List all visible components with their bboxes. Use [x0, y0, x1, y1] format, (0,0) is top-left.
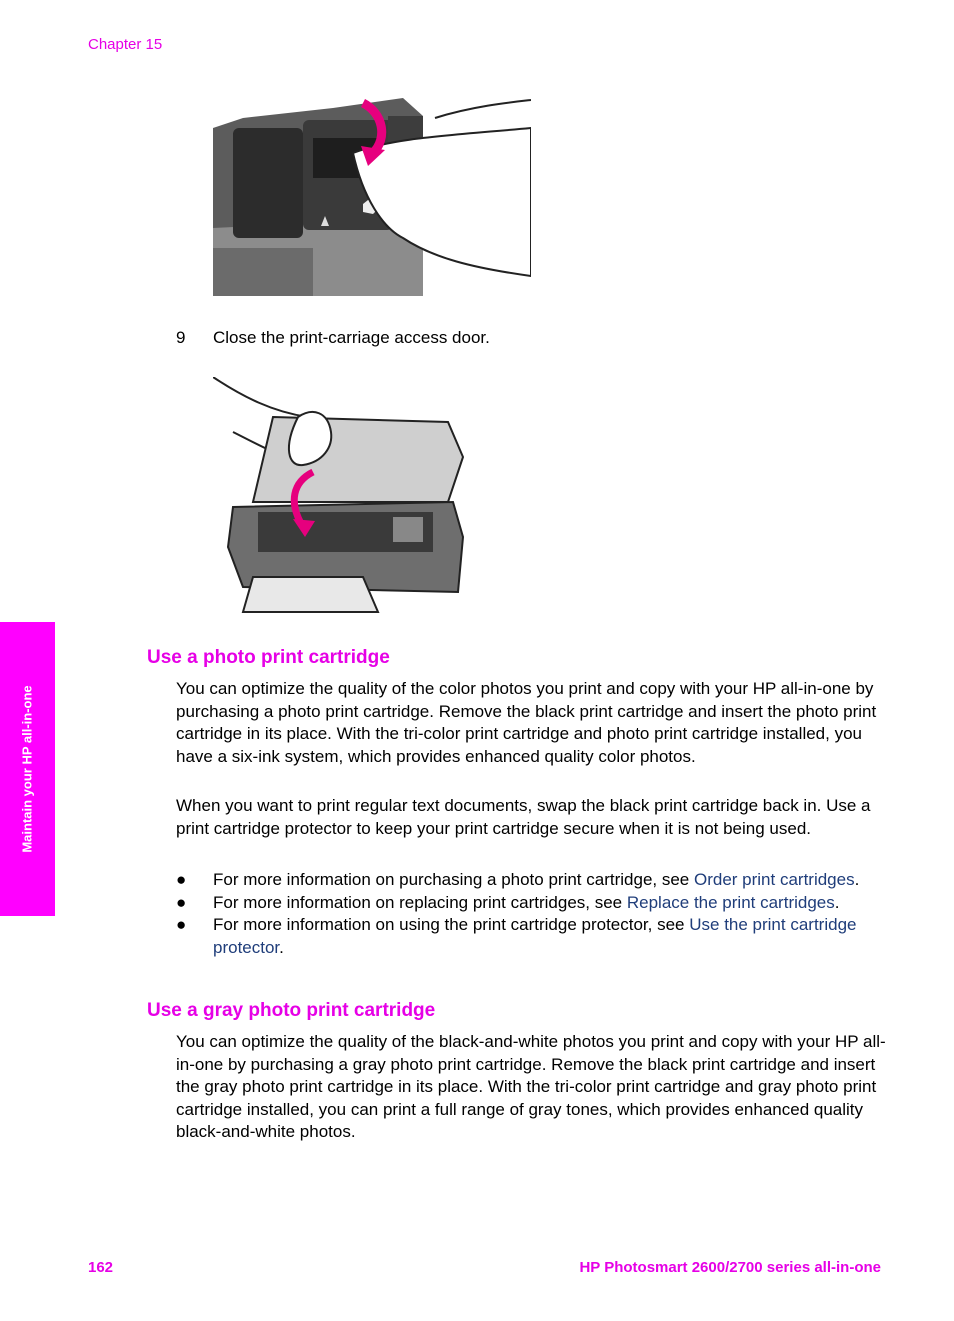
- side-tab: [0, 622, 55, 916]
- gray-paragraph-1: You can optimize the quality of the black-and-white photos you print and copy with your HP all-in-one by purchasing a gray photo print cartridge. Remove the black print cartridge and insert the gray photo print cartridge in its place. With the tri-color print cartridge and gray photo print cartridge installed, you can print a full range of gray tones, which provides enhanced quality black-and-white photos.: [176, 1032, 886, 1141]
- bullet-text: For more information on replacing print cartridges, see: [213, 892, 627, 912]
- product-name: HP Photosmart 2600/2700 series all-in-one: [579, 1259, 881, 1276]
- link-replace-cartridges[interactable]: Replace the print cartridges: [626, 892, 835, 912]
- bullet-marker: ●: [176, 892, 187, 912]
- page-number: 162: [88, 1259, 114, 1276]
- section-heading-photo: Use a photo print cartridge: [147, 647, 390, 668]
- side-tab-label: Maintain your HP all-in-one: [19, 685, 35, 853]
- bullet-text: For more information on using the print cartridge protector, see: [213, 915, 690, 934]
- bullet-marker: ●: [176, 870, 187, 889]
- step-number: 9: [176, 328, 186, 347]
- section-heading-gray: Use a gray photo print cartridge: [147, 1000, 436, 1021]
- photo-paragraph-1: You can optimize the quality of the color photos you print and copy with your HP all-in-one by purchasing a photo print cartridge. Remove the black print cartridge and insert the photo print cartridge in its place. With the tri-color print cartridge and photo print cartridge installed, you have a six-ink system, which provides enhanced quality color photos.: [176, 679, 877, 766]
- bullet-item: [176, 914, 888, 959]
- bullet-end: .: [834, 892, 840, 912]
- step-9: [176, 328, 490, 348]
- link-order-cartridges[interactable]: Order print cartridges: [693, 870, 855, 889]
- bullet-item: [176, 892, 888, 915]
- photo-paragraph-2: When you want to print regular text documents, swap the black print cartridge back in. Use a print cartridge protector to keep your print cartridge secure when it is not being used.: [176, 796, 871, 838]
- cartridge-insert-illustration: [213, 98, 531, 296]
- bullet-end: .: [279, 937, 284, 957]
- bullet-item: [176, 869, 888, 892]
- photo-bullet-list: [176, 869, 888, 959]
- bullet-text: For more information on purchasing a photo print cartridge, see: [213, 870, 694, 889]
- bullet-end: .: [854, 870, 860, 889]
- close-door-illustration: [213, 377, 468, 615]
- chapter-label: Chapter 15: [88, 36, 163, 53]
- link-cartridge-protector[interactable]: Use the print cartridge protector: [213, 915, 857, 957]
- bullet-marker: ●: [176, 915, 187, 934]
- step-text: Close the print-carriage access door.: [213, 328, 490, 347]
